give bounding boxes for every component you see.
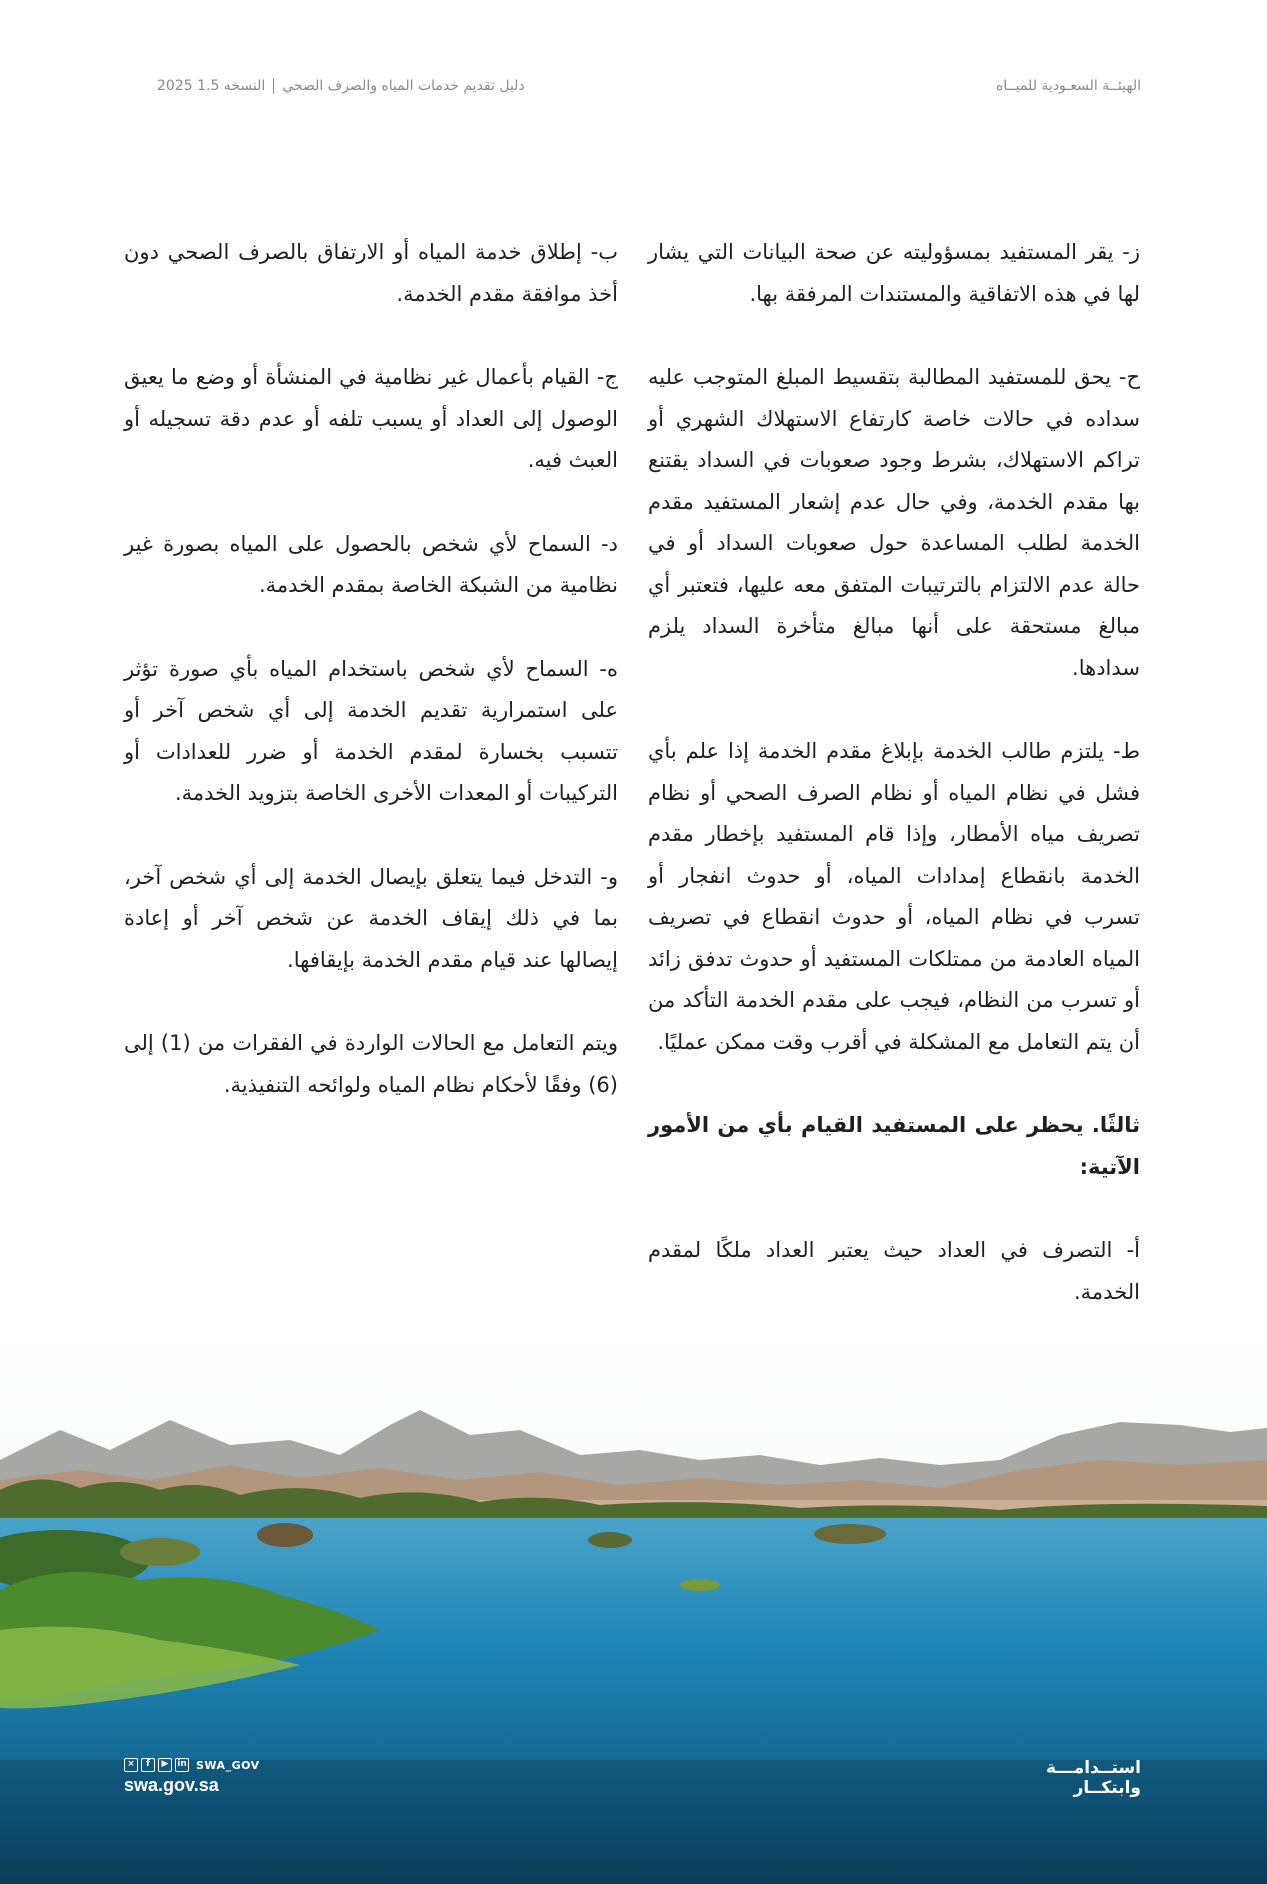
closing-note: ويتم التعامل مع الحالات الواردة في الفقرات من (1) إلى (6) وفقًا لأحكام نظام المياه ولوائحه التنفيذية. — [124, 1031, 618, 1097]
clause-z: ز- يقر المستفيد بمسؤوليته عن صحة البيانات التي يشار لها في هذه الاتفاقية والمستندات المرفقة بها. — [648, 240, 1140, 306]
footer-slogan — [1046, 1758, 1141, 1798]
header-divider — [273, 78, 274, 94]
website-link[interactable]: swa.gov.sa — [124, 1775, 219, 1795]
clause-h: ح- يحق للمستفيد المطالبة بتقسيط المبلغ المتوجب عليه سداده في حالات خاصة كارتفاع الاستهلاك الشهري أو تراكم الاستهلاك، بشرط وجود صعوبات في السداد يقتنع بها مقدم الخدمة، وفي حال عدم إشعار المستفيد مقدم الخدمة لطلب المساعدة حول صعوبات السداد أو في حالة عدم الالتزام بالترتيبات المتفق معه عليها، فتعتبر أي مبالغ مستحقة على أنها مبالغ متأخرة السداد يلزم سدادها. — [648, 365, 1140, 680]
youtube-icon[interactable]: ▶ — [158, 1758, 172, 1772]
clause-w: و- التدخل فيما يتعلق بإيصال الخدمة إلى أي شخص آخر، بما في ذلك إيقاف الخدمة عن شخص آخر أو إعادة إيصالها عند قيام مقدم الخدمة بإيقافها. — [124, 864, 618, 972]
linkedin-icon[interactable]: in — [175, 1758, 189, 1772]
social-links — [124, 1758, 260, 1772]
social-handle: SWA_GOV — [196, 1758, 260, 1772]
right-column — [648, 232, 1140, 1355]
page-header — [157, 78, 1141, 102]
clause-b: ب- إطلاق خدمة المياه أو الارتفاق بالصرف الصحي دون أخذ موافقة مقدم الخدمة. — [124, 240, 618, 306]
clause-t: ط- يلتزم طالب الخدمة بإبلاغ مقدم الخدمة إذا علم بأي فشل في نظام المياه أو نظام الصرف الصحي أو نظام تصريف مياه الأمطار، وإذا قام المستفيد بإخطار مقدم الخدمة بانقطاع إمدادات المياه، أو حدوث انفجار أو تسرب في نظام المياه، أو حدوث انقطاع في تصريف المياه العادمة من ممتلكات المستفيد أو حدوث تدفق زائد أو تسرب من النظام، فيجب على مقدم الخدمة التأكد من أن يتم التعامل مع المشكلة في أقرب وقت ممكن عمليًا. — [648, 739, 1140, 1054]
guide-title: دليل تقديم خدمات المياه والصرف الصحي — [282, 78, 525, 94]
lake-landscape-image — [0, 1330, 1267, 1884]
clause-j: ج- القيام بأعمال غير نظامية في المنشأة أو وضع ما يعيق الوصول إلى العداد أو يسبب تلفه أو عدم دقة تسجيله أو العبث فيه. — [124, 365, 618, 472]
clause-a: أ- التصرف في العداد حيث يعتبر العداد ملكًا لمقدم الخدمة. — [648, 1238, 1140, 1304]
slogan-line-2: وابتكــار — [1073, 1778, 1141, 1798]
clause-he: ه- السماح لأي شخص باستخدام المياه بأي صورة تؤثر على استمرارية تقديم الخدمة إلى أي شخص آخر أو تتسبب بخسارة لمقدم الخدمة أو ضرر للعدادات أو التركيبات أو المعدات الأخرى الخاصة بتزويد الخدمة. — [124, 656, 618, 805]
guide-title-line — [157, 78, 525, 94]
guide-version: النسخه 1.5 2025 — [157, 78, 266, 94]
x-icon[interactable]: × — [124, 1758, 138, 1772]
facebook-icon[interactable]: f — [141, 1758, 155, 1772]
left-column — [124, 232, 618, 1148]
slogan-line-1: استــدامـــة — [1045, 1758, 1141, 1778]
section-heading-third: ثالثًا. يحظر على المستفيد القيام بأي من الأمور الآتية: — [648, 1113, 1140, 1179]
footer-contact — [124, 1758, 260, 1796]
organization-name: الهيئــة السعـودية للميــاه — [995, 78, 1141, 94]
clause-d: د- السماح لأي شخص بالحصول على المياه بصورة غير نظامية من الشبكة الخاصة بمقدم الخدمة. — [124, 531, 618, 597]
